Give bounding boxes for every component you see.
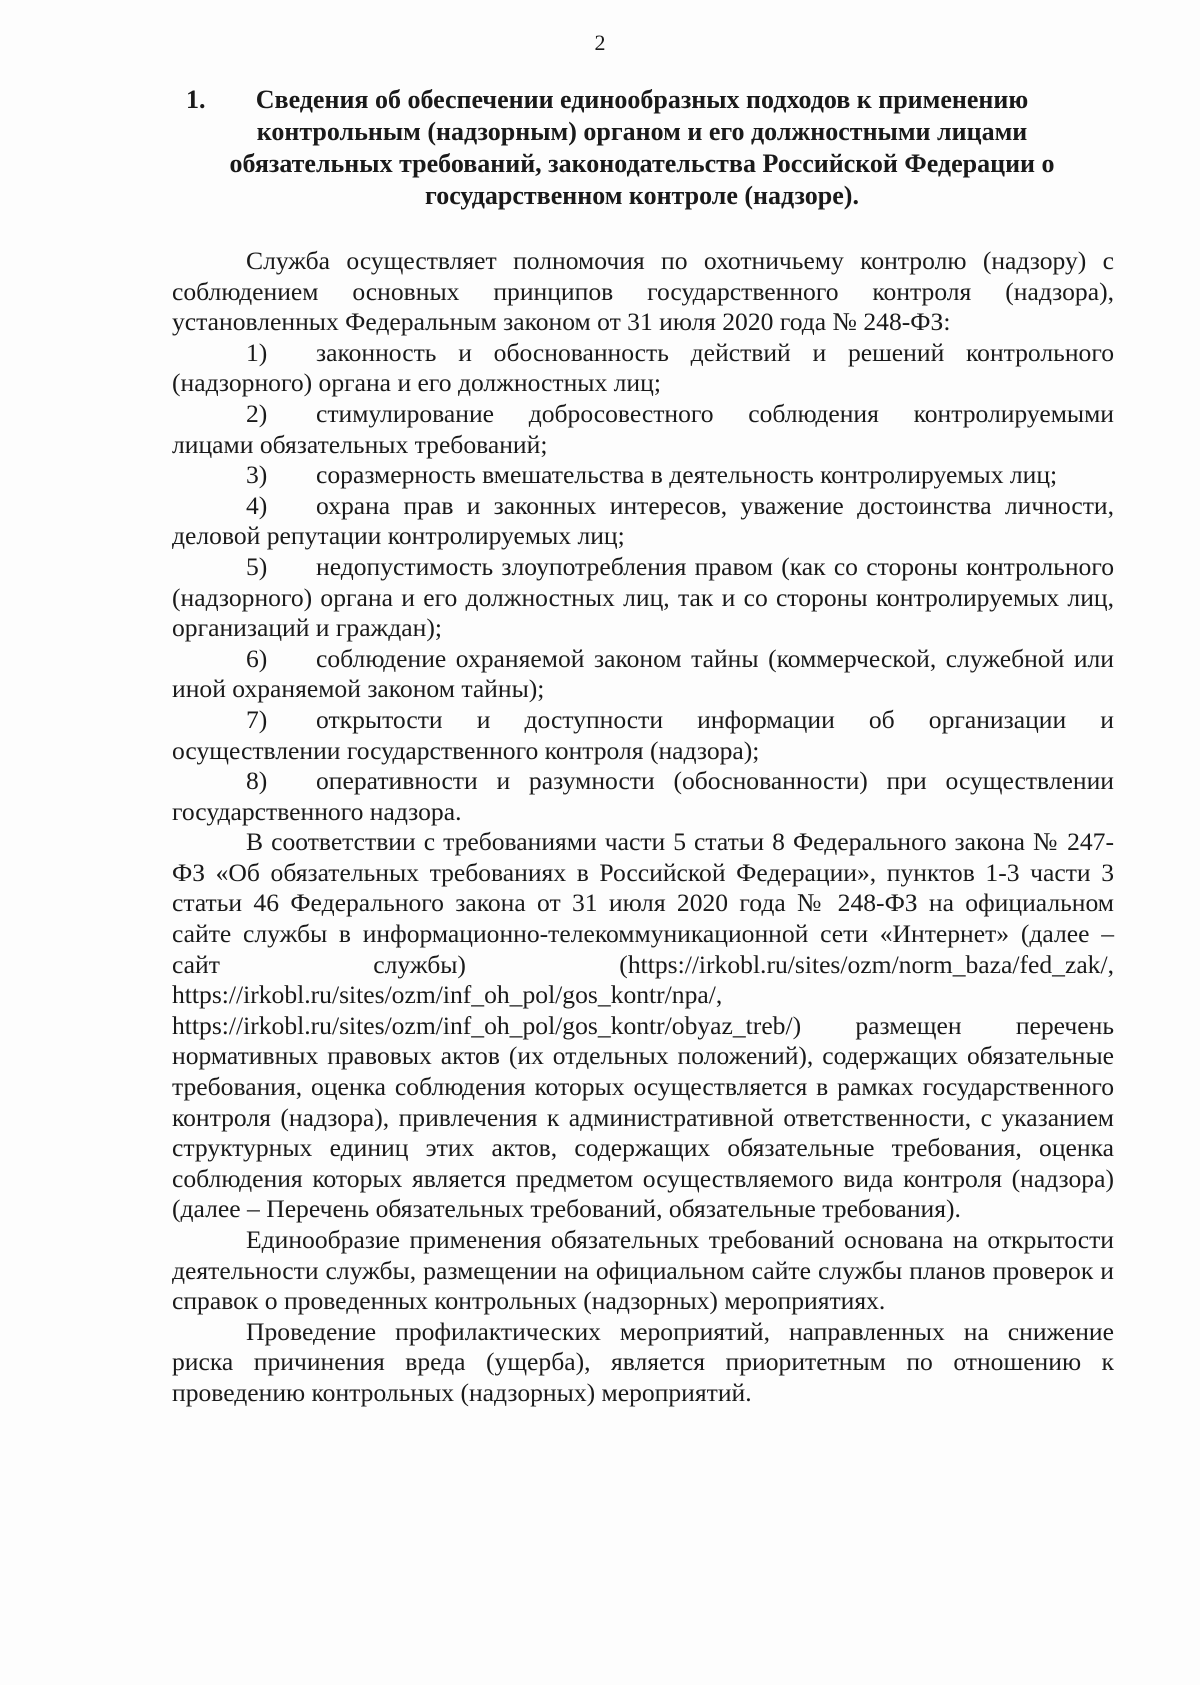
document-body (172, 246, 1114, 1409)
principle-text: соблюдение охраняемой законом тайны (коммерческой, служебной или иной охраняемой законом тайны); (172, 643, 1114, 704)
uniformity-paragraph: Единообразие применения обязательных требований основана на открытости деятельности службы, размещении на официальном сайте службы планов проверок и справок о проведенных контрольных (надзорных) мероприятиях. (172, 1225, 1114, 1316)
principle-text: законность и обоснованность действий и решений контрольного (надзорного) органа и его должностных лиц; (172, 337, 1114, 398)
principle-number: 3) (246, 460, 268, 490)
intro-paragraph: Служба осуществляет полномочия по охотничьему контролю (надзору) с соблюдением основных принципов государственного контроля (надзора), установленных Федеральным законом от 31 июля 2020 года № 248-ФЗ: (172, 246, 1114, 337)
principle-item (172, 491, 1114, 552)
principle-number: 1) (246, 337, 268, 367)
principle-number: 8) (246, 766, 268, 796)
principle-item (172, 338, 1114, 399)
principle-text: открытости и доступности информации об организации и осуществлении государственного контроля (надзора); (172, 704, 1114, 765)
principle-text: охрана прав и законных интересов, уважение достоинства личности, деловой репутации контролируемых лиц; (172, 490, 1114, 551)
page-number: 2 (594, 30, 606, 55)
principle-text: оперативности и разумности (обоснованности) при осуществлении государственного надзора. (172, 766, 1114, 826)
prevention-paragraph: Проведение профилактических мероприятий, направленных на снижение риска причинения вреда (ущерба), является приоритетным по отношению к проведению контрольных (надзорных) мероприятий. (172, 1316, 1114, 1407)
principle-text: стимулирование добросовестного соблюдения контролируемыми лицами обязательных требований; (172, 398, 1114, 459)
principle-item (172, 705, 1114, 766)
principle-text: соразмерность вмешательства в деятельность контролируемых лиц; (316, 460, 1058, 490)
principle-number: 4) (246, 490, 268, 520)
principle-number: 6) (246, 643, 268, 673)
principle-item (172, 766, 1114, 827)
section-number: 1. (186, 85, 206, 114)
section-title: Сведения об обеспечении единообразных подходов к применению контрольным (надзорным) органом и его должностными лицами обязательных требований, законодательства Российской Федерации о государственном контроле (надзоре). (229, 85, 1055, 210)
principle-item (172, 644, 1114, 705)
principle-item (172, 460, 1114, 491)
principle-number: 7) (246, 704, 268, 734)
principle-item (172, 399, 1114, 460)
section-heading (182, 84, 1082, 212)
principle-number: 2) (246, 398, 268, 428)
requirements-paragraph: В соответствии с требованиями части 5 статьи 8 Федерального закона № 247-ФЗ «Об обязательных требованиях в Российской Федерации», пунктов 1-3 части 3 статьи 46 Федерального закона от 31 июля 2020 года № 248-ФЗ на официальном сайте службы в информационно-телекоммуникационной сети «Интернет» (далее – сайт службы) (https://irkobl.ru/sites/ozm/norm_baza/fed_zak/, https://irkobl.ru/sites/ozm/inf_oh_pol/gos_kontr/npa/, https://irkobl.ru/sites/ozm/inf_oh_pol/gos_kontr/obyaz_treb/) размещен перечень нормативных правовых актов (их отдельных положений), содержащих обязательные требования, оценка соблюдения которых осуществляется в рамках государственного контроля (надзора), привлечения к административной ответственности, с указанием структурных единиц этих актов, содержащих обязательные требования, оценка соблюдения которых является предметом осуществляемого вида контроля (надзора) (далее – Перечень обязательных требований, обязательные требования). (172, 827, 1114, 1224)
principle-number: 5) (246, 551, 268, 581)
principle-text: недопустимость злоупотребления правом (как со стороны контрольного (надзорного) органа и его должностных лиц, так и со стороны контролируемых лиц, организаций и граждан); (172, 551, 1114, 643)
principle-item (172, 552, 1114, 644)
